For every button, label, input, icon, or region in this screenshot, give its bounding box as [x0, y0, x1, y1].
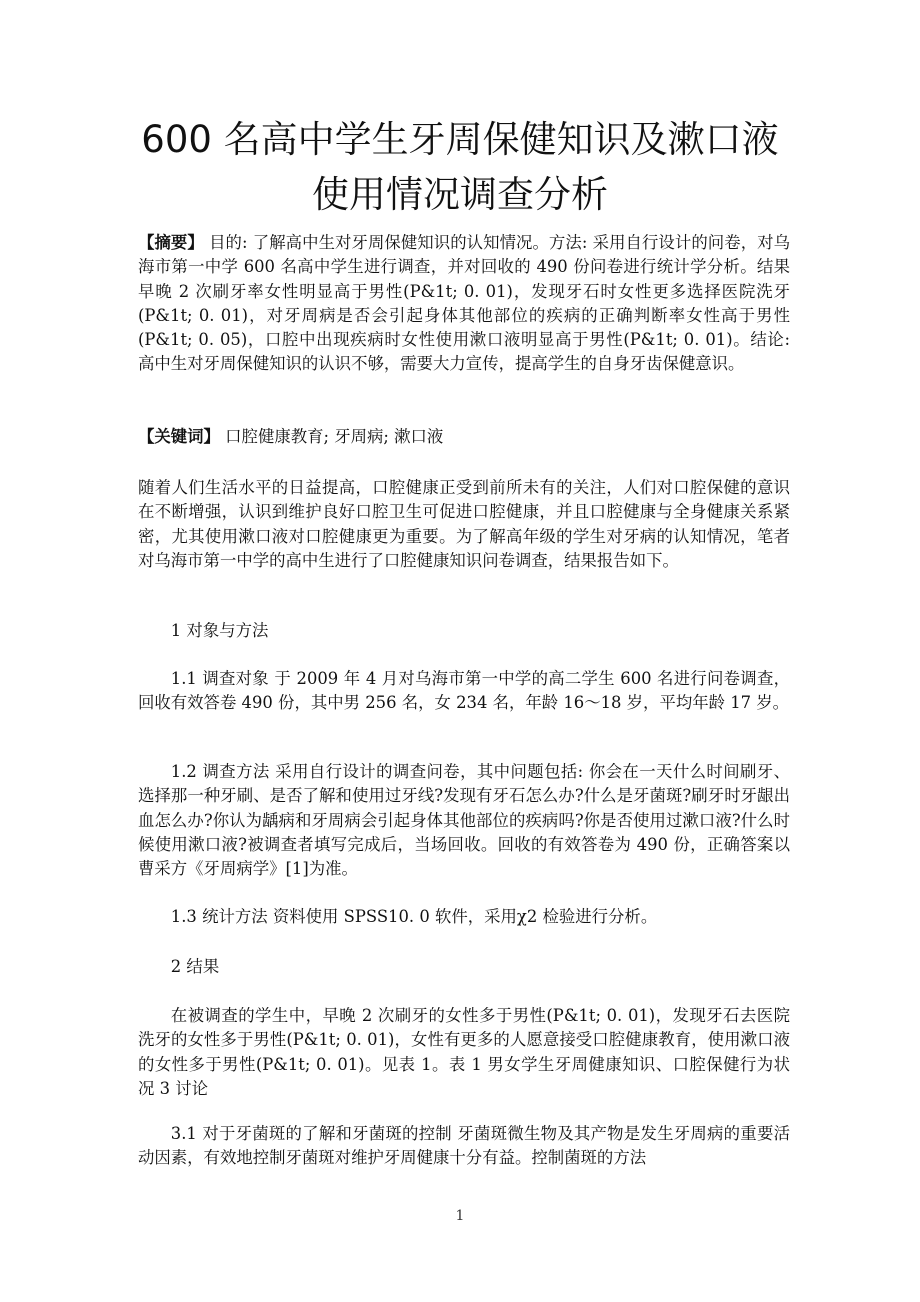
section-1-1-paragraph: 1.1 调查对象 于 2009 年 4 月对乌海市第一中学的高二学生 600 名进行问卷调查，回收有效答卷 490 份，其中男 256 名，女 234 名，年龄 16～18 岁，平均年龄 17 岁。	[138, 669, 790, 713]
abstract-paragraph	[138, 231, 790, 377]
abstract-label: 【摘要】	[138, 233, 204, 252]
abstract-text: 目的: 了解高中生对牙周保健知识的认知情况。方法: 采用自行设计的问卷，对乌海市第一中学 600 名高中学生进行调查，并对回收的 490 份问卷进行统计学分析。结果 早晚 2 次刷牙率女性明显高于男性(P&1t; 0. 01)，发现牙石时女性更多选择医院洗牙(P&1t; 0. 01)，对牙周病是否会引起身体其他部位的疾病的正确判断率女性高于男性(P&1t; 0. 05)，口腔中出现疾病时女性使用漱口液明显高于男性(P&1t; 0. 01)。结论: 高中生对牙周保健知识的认识不够，需要大力宣传，提高学生的自身牙齿保健意识。	[138, 233, 790, 374]
intro-paragraph: 随着人们生活水平的日益提高，口腔健康正受到前所未有的关注，人们对口腔保健的意识在不断增强，认识到维护良好口腔卫生可促进口腔健康，并且口腔健康与全身健康关系紧密，尤其使用漱口液对口腔健康更为重要。为了解高年级的学生对牙病的认知情况，笔者对乌海市第一中学的高中生进行了口腔健康知识问卷调查，结果报告如下。	[138, 478, 790, 570]
title-line-1: 600 名高中学生牙周保健知识及漱口液	[141, 118, 779, 161]
title-line-2: 使用情况调查分析	[312, 173, 608, 216]
keywords-text: 口腔健康教育; 牙周病; 漱口液	[219, 427, 444, 446]
section-3-1-paragraph: 3.1 对于牙菌斑的了解和牙菌斑的控制 牙菌斑微生物及其产物是发生牙周病的重要活动因素，有效地控制牙菌斑对维护牙周健康十分有益。控制菌斑的方法	[138, 1124, 790, 1168]
section-1-2-paragraph: 1.2 调查方法 采用自行设计的调查问卷，其中问题包括: 你会在一天什么时间刷牙、选择那一种牙刷、是否了解和使用过牙线?发现有牙石怎么办?什么是牙菌斑?刷牙时牙龈出血怎么办?你认为龋病和牙周病会引起身体其他部位的疾病吗?你是否使用过漱口液?什么时候使用漱口液?被调查者填写完成后，当场回收。回收的有效答卷为 490 份，正确答案以曹采方《牙周病学》[1]为准。	[138, 762, 790, 879]
paper-title	[100, 112, 820, 222]
keywords-paragraph	[138, 425, 790, 449]
keywords-label: 【关键词】	[138, 427, 220, 446]
section-2-heading: 2 结果	[170, 957, 220, 976]
results-paragraph: 在被调查的学生中，早晚 2 次刷牙的女性多于男性(P&1t; 0. 01)，发现牙石去医院洗牙的女性多于男性(P&1t; 0. 01)，女性有更多的人愿意接受口腔健康教育，使用漱口液的女性多于男性(P&1t; 0. 01)。见表 1。表 1 男女学生牙周健康知识、口腔保健行为状况 3 讨论	[138, 1006, 790, 1098]
page-number: 1	[455, 1208, 465, 1224]
section-1-heading: 1 对象与方法	[170, 621, 269, 640]
section-1-3-paragraph: 1.3 统计方法 资料使用 SPSS10. 0 软件，采用χ2 检验进行分析。	[170, 907, 658, 926]
